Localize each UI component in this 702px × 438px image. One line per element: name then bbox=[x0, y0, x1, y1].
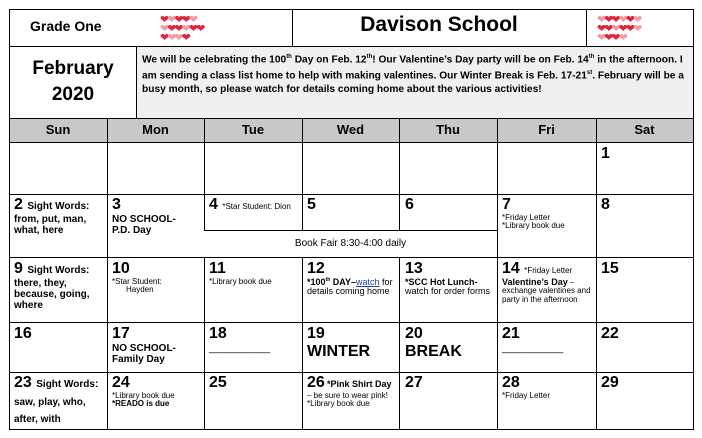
day-number: 4 bbox=[209, 196, 218, 213]
event-text: *Library book due bbox=[502, 221, 565, 231]
event-text: NO SCHOOL- Family Day bbox=[112, 342, 176, 365]
event-text: *Friday Letter bbox=[502, 212, 551, 222]
day-number: 14 bbox=[502, 260, 520, 277]
day-cell-8 bbox=[601, 196, 610, 214]
hearts-decoration-left: ❤❤❤❤❤ ❤❤❤❤❤❤ ❤❤❤❤ bbox=[160, 14, 204, 44]
day-cell-1 bbox=[601, 145, 610, 163]
grade-label: Grade One bbox=[30, 18, 102, 34]
weekday-fri: Fri bbox=[538, 122, 555, 137]
weekday-wed: Wed bbox=[336, 122, 365, 137]
day-cell-3 bbox=[112, 196, 202, 236]
watch-link[interactable]: watch bbox=[355, 276, 380, 287]
school-name: Davison School bbox=[360, 13, 518, 36]
day-number: 5 bbox=[307, 196, 316, 213]
day-number: 3 bbox=[112, 196, 121, 213]
day-cell-17 bbox=[112, 325, 202, 365]
day-cell-9 bbox=[14, 260, 106, 311]
day-cell-10 bbox=[112, 260, 202, 295]
day-number: 28 bbox=[502, 374, 520, 391]
day-cell-27 bbox=[405, 374, 423, 392]
day-cell-25 bbox=[209, 374, 227, 392]
day-cell-14 bbox=[502, 260, 594, 305]
day-cell-11 bbox=[209, 260, 299, 286]
day-cell-6 bbox=[405, 196, 414, 214]
event-text: 26 *Pink Shirt Day – be sure to wear pink! bbox=[307, 374, 392, 400]
weekday-mon: Mon bbox=[142, 122, 169, 137]
day-cell-13 bbox=[405, 260, 495, 297]
day-cell-26 bbox=[307, 374, 397, 409]
weekday-sun: Sun bbox=[45, 122, 71, 137]
event-text: NO SCHOOL- P.D. Day bbox=[112, 213, 176, 236]
day-number: 12 bbox=[307, 260, 325, 277]
day-number: 6 bbox=[405, 196, 414, 213]
day-cell-16 bbox=[14, 325, 32, 343]
day-number: 2 bbox=[14, 196, 23, 213]
day-number: 21 bbox=[502, 325, 520, 342]
sight-words: there, they, because, going, where bbox=[14, 277, 90, 311]
day-number: 27 bbox=[405, 374, 423, 391]
weekday-tue: Tue bbox=[241, 122, 265, 137]
day-number: 29 bbox=[601, 374, 619, 391]
break-label: BREAK bbox=[405, 342, 462, 360]
event-text: Valentine’s Day – exchange valentines and party in the afternoon bbox=[502, 276, 591, 305]
event-text: *100th DAY–watch for details coming home bbox=[307, 276, 393, 297]
day-cell-5 bbox=[307, 196, 316, 214]
day-cell-19 bbox=[307, 325, 397, 360]
event-text: *Star Student: bbox=[112, 276, 162, 286]
day-cell-7 bbox=[502, 196, 594, 231]
event-text: *Library book due bbox=[209, 276, 272, 286]
day-number: 1 bbox=[601, 145, 610, 162]
month-title bbox=[10, 56, 136, 108]
event-text: *Star Student: Dion bbox=[222, 202, 291, 211]
day-number: 15 bbox=[601, 260, 619, 277]
day-number: 26 bbox=[307, 374, 325, 391]
day-cell-23 bbox=[14, 374, 106, 427]
day-cell-15 bbox=[601, 260, 619, 278]
month-name: February bbox=[32, 58, 114, 79]
day-cell-2 bbox=[14, 196, 106, 236]
weekday-sat: Sat bbox=[634, 122, 655, 137]
book-fair-banner: Book Fair 8:30-4:00 daily bbox=[294, 238, 407, 249]
weekday-thu: Thu bbox=[436, 122, 460, 137]
day-number: 17 bbox=[112, 325, 130, 342]
day-number: 19 bbox=[307, 325, 325, 342]
event-text: *Library book due bbox=[307, 399, 370, 409]
event-text: *Friday Letter bbox=[502, 390, 551, 400]
sight-words: saw, play, who, after, with bbox=[14, 396, 86, 426]
day-number: 22 bbox=[601, 325, 619, 342]
event-text: Hayden bbox=[126, 285, 154, 295]
day-number: 8 bbox=[601, 196, 610, 213]
day-number: 9 bbox=[14, 260, 23, 277]
day-number: 13 bbox=[405, 260, 423, 277]
day-cell-28 bbox=[502, 374, 594, 400]
hearts-decoration-right: ❤❤❤❤❤❤ ❤❤❤❤❤❤ ❤❤❤❤ bbox=[597, 14, 641, 44]
event-text: *READO is due bbox=[112, 399, 170, 409]
day-cell-22 bbox=[601, 325, 619, 343]
day-number: 7 bbox=[502, 196, 511, 213]
day-cell-20 bbox=[405, 325, 495, 360]
dash-line: ___________ bbox=[209, 342, 271, 354]
month-year: 2020 bbox=[51, 84, 95, 105]
day-number: 25 bbox=[209, 374, 227, 391]
day-number: 20 bbox=[405, 325, 423, 342]
event-text: *Library book due bbox=[112, 390, 175, 400]
day-cell-24 bbox=[112, 374, 202, 409]
announcement-text: We will be celebrating the 100th Day on Feb. 12th! Our Valentine’s Day party will be on Feb. 14th in the afternoon. I am sending a class list home to help with making valentines. Our Winter Break is Feb. 17-21st. February will be a busy month, so please watch for details coming home about the various activities! bbox=[142, 54, 684, 95]
day-cell-4 bbox=[209, 196, 299, 214]
event-text: *SCC Hot Lunch-watch for order forms bbox=[405, 276, 491, 297]
day-number: 24 bbox=[112, 374, 130, 391]
day-cell-18 bbox=[209, 325, 299, 354]
sight-words-title: Sight Words: bbox=[27, 265, 90, 276]
day-number: 10 bbox=[112, 260, 130, 277]
sight-words: from, put, man, what, here bbox=[14, 213, 87, 236]
day-number: 11 bbox=[209, 260, 226, 277]
event-text: *Friday Letter bbox=[524, 266, 573, 275]
day-cell-29 bbox=[601, 374, 619, 392]
sight-words-title: Sight Words: bbox=[27, 201, 90, 212]
dash-line: ___________ bbox=[502, 342, 564, 354]
day-number: 23 bbox=[14, 374, 32, 391]
day-number: 16 bbox=[14, 325, 32, 342]
day-cell-21 bbox=[502, 325, 594, 354]
day-cell-12 bbox=[307, 260, 397, 297]
sight-words-title: Sight Words: bbox=[36, 379, 99, 390]
winter-label: WINTER bbox=[307, 342, 371, 360]
day-number: 18 bbox=[209, 325, 227, 342]
